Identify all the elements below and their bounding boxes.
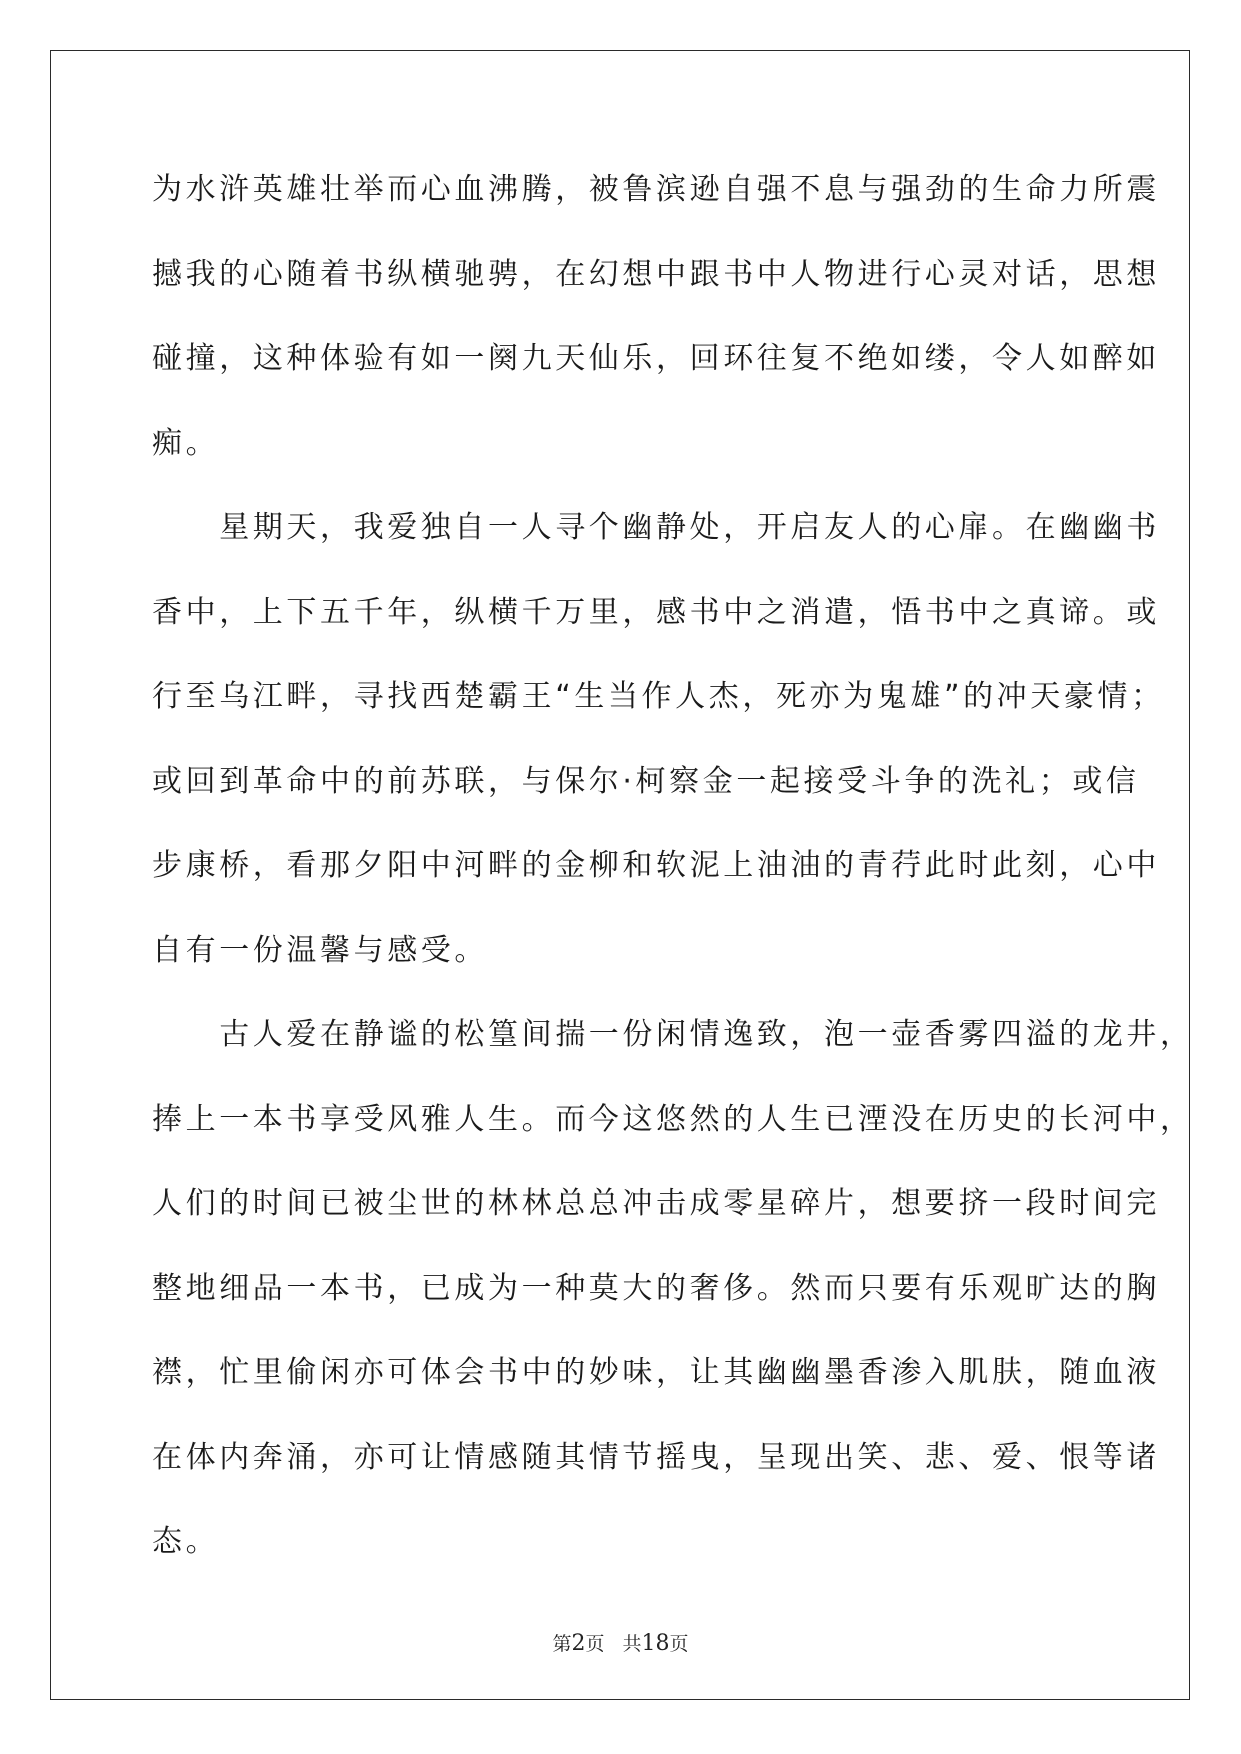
total-pages: 18 [641,1631,670,1656]
text-line: 襟，忙里偷闲亦可体会书中的妙味，让其幽幽墨香渗入肌肤，随血液 [152,1355,1160,1390]
page-number-prefix: 第 [552,1633,572,1655]
page-number-suffix: 页 [585,1633,605,1655]
text-line: 步康桥，看那夕阳中河畔的金柳和软泥上油油的青荇此时此刻，心中 [152,848,1160,883]
text-line: 碰撞，这种体验有如一阕九天仙乐，回环往复不绝如缕，令人如醉如 [152,341,1160,376]
text-line: 人们的时间已被尘世的林林总总冲击成零星碎片，想要挤一段时间完 [152,1186,1160,1221]
total-pages-prefix: 共 [622,1633,642,1655]
page-footer [0,1632,1241,1656]
text-line: 为水浒英雄壮举而心血沸腾，被鲁滨逊自强不息与强劲的生命力所震 [152,172,1160,207]
text-line: 自有一份温馨与感受。 [152,932,488,968]
text-line: 古人爱在静谧的松篁间揣一份闲情逸致，泡一壶香雾四溢的龙井， [152,1017,1194,1052]
text-line: 行至乌江畔，寻找西楚霸王“生当作人杰，死亦为鬼雄”的冲天豪情； [152,679,1165,714]
text-line: 星期天，我爱独自一人寻个幽静处，开启友人的心扉。在幽幽书 [152,510,1160,545]
text-line: 整地细品一本书，已成为一种莫大的奢侈。然而只要有乐观旷达的胸 [152,1270,1160,1306]
text-line: 在体内奔涌，亦可让情感随其情节摇曳，呈现出笑、悲、爱、恨等诸 [152,1439,1160,1475]
total-pages-suffix: 页 [669,1633,689,1655]
text-line: 态。 [152,1524,220,1559]
text-line: 痴。 [152,425,220,461]
text-line: 香中，上下五千年，纵横千万里，感书中之消遣，悟书中之真谛。或 [152,594,1160,630]
text-line: 或回到革命中的前苏联，与保尔·柯察金一起接受斗争的洗礼；或信 [152,763,1140,799]
document-body [152,165,1194,1602]
page-number: 2 [571,1631,586,1656]
text-line: 撼我的心随着书纵横驰骋，在幻想中跟书中人物进行心灵对话，思想 [152,256,1160,292]
text-line: 捧上一本书享受风雅人生。而今这悠然的人生已湮没在历史的长河中， [152,1101,1194,1137]
